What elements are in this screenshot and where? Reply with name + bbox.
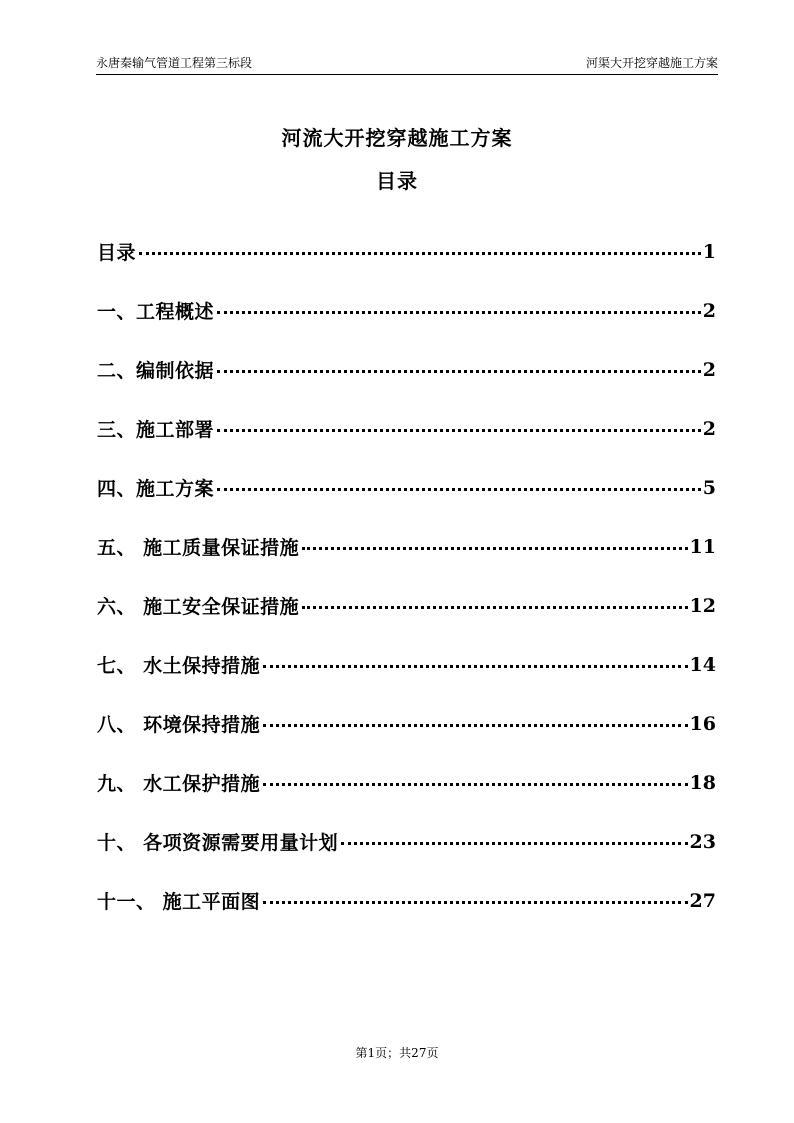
toc-entry-page: 1 [702, 240, 716, 263]
toc-entry-contents[interactable] [97, 222, 716, 281]
toc-entry-page: 27 [689, 889, 716, 912]
toc-entry-site-plan[interactable] [97, 871, 716, 930]
toc-entry-label: 二、编制依据 [97, 360, 215, 382]
toc-entry-label: 九、 水工保护措施 [97, 773, 261, 795]
toc-entry-hydraulic-protection[interactable] [97, 753, 716, 812]
toc-entry-page: 11 [689, 535, 716, 558]
toc-entry-page: 2 [702, 358, 716, 381]
toc-entry-quality-measures[interactable] [97, 517, 716, 576]
toc-dot-leader [217, 311, 701, 314]
toc-entry-page: 2 [702, 299, 716, 322]
toc-entry-construction-plan[interactable] [97, 458, 716, 517]
toc-entry-label: 十一、 施工平面图 [97, 891, 261, 913]
header-project-name: 永唐秦输气管道工程第三标段 [96, 56, 253, 70]
toc-entry-label: 五、 施工质量保证措施 [97, 537, 300, 559]
page-footer: 第1页；共27页 [355, 1046, 439, 1060]
toc-entry-page: 2 [702, 417, 716, 440]
toc-entry-page: 14 [689, 653, 716, 676]
toc-dot-leader [302, 606, 687, 609]
toc-heading: 目录 [376, 169, 418, 193]
toc-entry-environment[interactable] [97, 694, 716, 753]
toc-entry-page: 18 [689, 771, 716, 794]
toc-entry-label: 七、 水土保持措施 [97, 655, 261, 677]
toc-entry-page: 16 [689, 712, 716, 735]
toc-entry-label: 三、施工部署 [97, 419, 215, 441]
toc-entry-deployment[interactable] [97, 399, 716, 458]
toc-dot-leader [263, 783, 687, 786]
document-title: 河流大开挖穿越施工方案 [281, 126, 513, 150]
toc-entry-soil-conservation[interactable] [97, 635, 716, 694]
toc-entry-label: 八、 环境保持措施 [97, 714, 261, 736]
toc-entry-page: 23 [689, 830, 716, 853]
toc-dot-leader [263, 665, 687, 668]
toc-dot-leader [217, 429, 701, 432]
toc-entry-label: 四、施工方案 [97, 478, 215, 500]
toc-dot-leader [217, 488, 701, 491]
toc-entry-label: 十、 各项资源需要用量计划 [97, 832, 339, 854]
toc-entry-resource-plan[interactable] [97, 812, 716, 871]
header-document-name: 河渠大开挖穿越施工方案 [585, 56, 718, 70]
toc-entry-safety-measures[interactable] [97, 576, 716, 635]
toc-entry-overview[interactable] [97, 281, 716, 340]
toc-entry-label: 六、 施工安全保证措施 [97, 596, 300, 618]
toc-entry-page: 12 [689, 594, 716, 617]
toc-dot-leader [263, 724, 687, 727]
toc-dot-leader [139, 252, 701, 255]
toc-entry-label: 一、工程概述 [97, 301, 215, 323]
toc-dot-leader [217, 370, 701, 373]
toc-entry-page: 5 [702, 476, 716, 499]
table-of-contents [97, 222, 716, 930]
toc-dot-leader [263, 901, 687, 904]
toc-entry-label: 目录 [97, 242, 137, 264]
toc-entry-basis[interactable] [97, 340, 716, 399]
page-header [96, 54, 718, 75]
toc-dot-leader [302, 547, 687, 550]
toc-dot-leader [341, 842, 687, 845]
